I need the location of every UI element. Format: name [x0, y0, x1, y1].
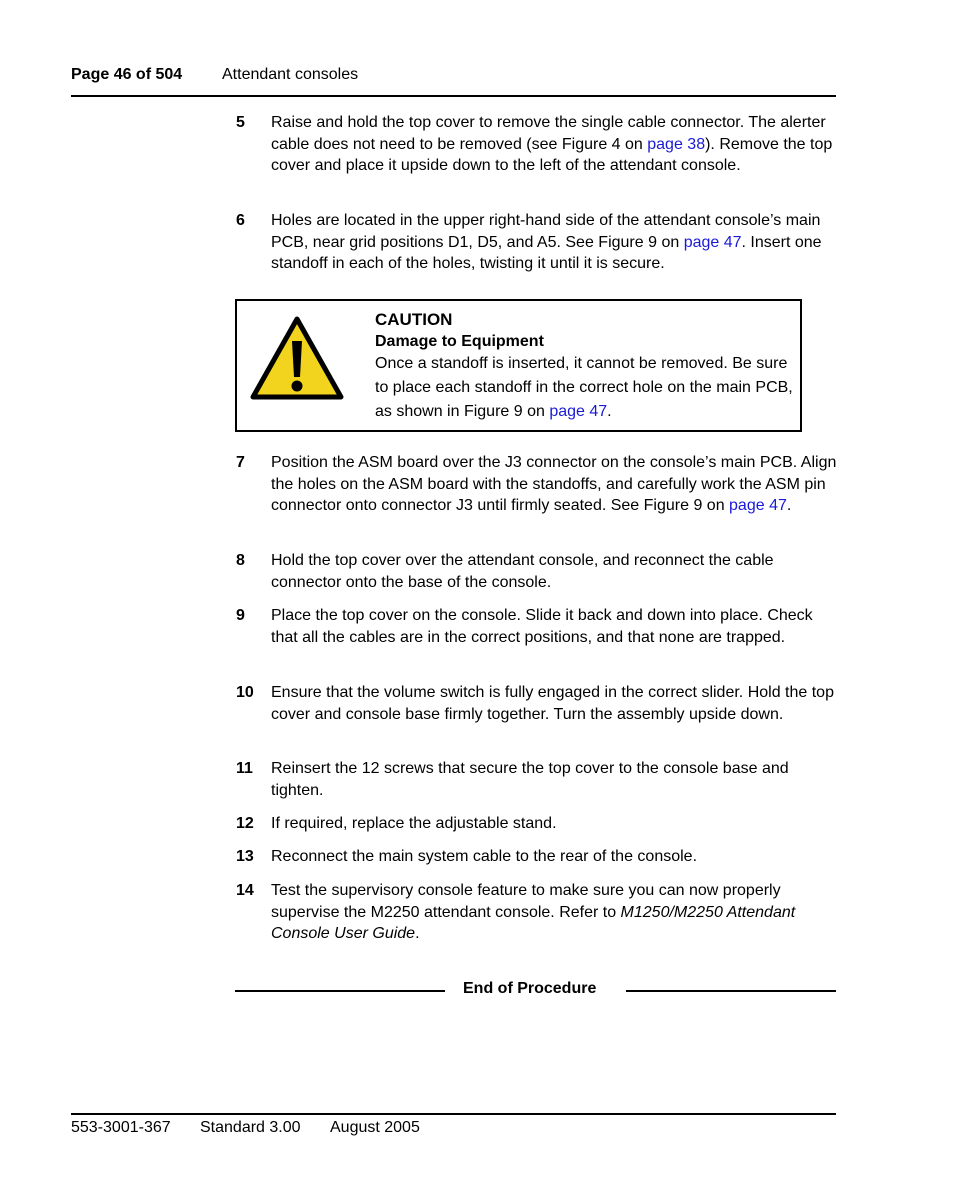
step-text: Ensure that the volume switch is fully engaged in the correct slider. Hold the top cover and console base firmly together. Turn the assembly upside down. [271, 684, 834, 723]
caution-content [375, 309, 795, 424]
step-number: 8 [236, 552, 245, 569]
step-text: Holes are located in the upper right-hand side of the attendant console’s main PCB, near grid positions D1, D5, and A5. See Figure 9 on page 47. Insert one standoff in each of the holes, twisting it until it is secure. [271, 212, 822, 272]
step-number: 6 [236, 212, 245, 229]
header-rule [71, 95, 836, 97]
caution-subtitle: Damage to Equipment [375, 333, 544, 350]
document-title: M1250/M2250 Attendant Console User Guide [271, 903, 796, 942]
end-rule-right [626, 990, 836, 992]
step-number: 14 [236, 882, 254, 899]
page-link[interactable]: page 47 [549, 403, 608, 420]
end-of-procedure-label: End of Procedure [463, 980, 597, 997]
page-link[interactable]: page 47 [683, 233, 742, 251]
step-text: Reconnect the main system cable to the rear of the console. [271, 848, 698, 865]
step-number: 10 [236, 684, 254, 701]
step-text: Place the top cover on the console. Slide it back and down into place. Check that all the cables are in the correct positions, and that none are trapped. [271, 607, 813, 646]
doc-number: 553-3001-367 [71, 1119, 171, 1136]
page-link[interactable]: page 47 [729, 497, 787, 514]
step-number: 11 [236, 760, 253, 777]
step-number: 5 [236, 114, 245, 131]
caution-title: CAUTION [375, 310, 453, 329]
page-link[interactable]: page 38 [647, 135, 706, 153]
caution-box [235, 299, 802, 432]
publish-date: August 2005 [330, 1119, 420, 1136]
end-rule-left [235, 990, 445, 992]
page-number: Page 46 of 504 [71, 66, 183, 83]
step-text: If required, replace the adjustable stand. [271, 815, 557, 832]
step-text: Reinsert the 12 screws that secure the top cover to the console base and tighten. [271, 760, 789, 799]
standard-version: Standard 3.00 [200, 1119, 301, 1136]
caution-body: Once a standoff is inserted, it cannot be removed. Be sure to place each standoff in the correct hole on the main PCB, as shown in Figure 9 on page 47. [375, 355, 793, 420]
step-text: Hold the top cover over the attendant console, and reconnect the cable connector onto the base of the console. [271, 552, 774, 591]
section-title: Attendant consoles [222, 66, 359, 83]
warning-triangle-icon [249, 315, 345, 403]
step-number: 12 [236, 815, 254, 832]
step-number: 9 [236, 607, 245, 624]
step-number: 13 [236, 848, 254, 865]
step-number: 7 [236, 454, 245, 471]
step-text: Test the supervisory console feature to make sure you can now properly supervise the M2250 attendant console. Refer to M1250/M2250 Attendant Console User Guide. [271, 882, 796, 942]
step-text: Position the ASM board over the J3 connector on the console’s main PCB. Align the holes on the ASM board with the standoffs, and carefully work the ASM pin connector onto connector J3 until firmly seated. See Figure 9 on page 47. [271, 454, 837, 514]
footer-rule [71, 1113, 836, 1115]
step-text: Raise and hold the top cover to remove the single cable connector. The alerter cable does not need to be removed (see Figure 4 on page 38). Remove the top cover and place it upside down to the left of the attendant console. [271, 114, 833, 174]
